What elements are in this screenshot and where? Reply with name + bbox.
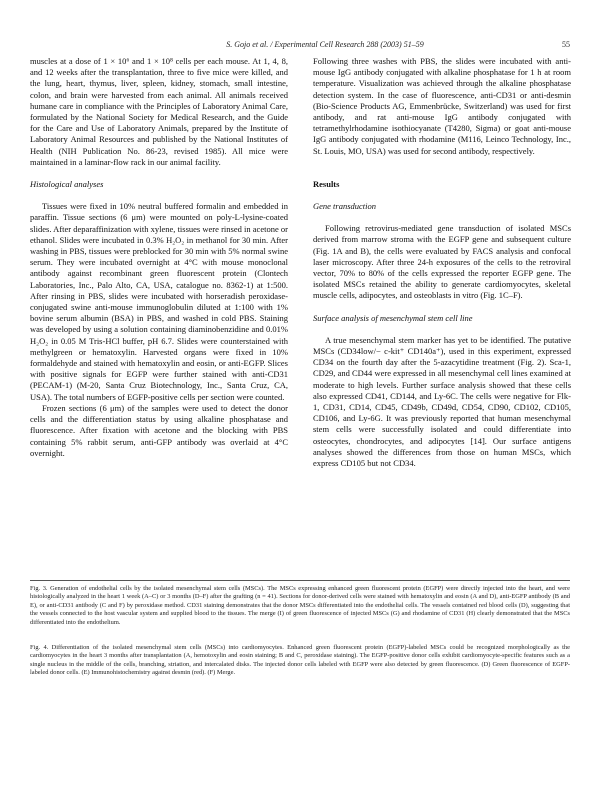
- figure-4-caption: Fig. 4. Differentiation of the isolated mesenchymal stem cells (MSCs) into cardiomyocytes. Enhanced green fluorescent protein (EGFP)-labeled MSCs could be recognized morphologically as the cardiomyocytes in the heart 3 months after transplantation (A, hemotoxylin and eosin staining; B and C, peroxidase staining). The EGFP-positive donor cells exhibit cardiomyocyte-specific features such as a single nucleus in the middle of the cells, branching, striation, and intercalated disks. The injected donor cells labeled with EGFP were also detected by green fluorescence. (D) Green fluorescence of EGFP-labeled donor cells. (E) Immunohistochemistry against desmin (red). (F) Merge.: [30, 644, 570, 677]
- right-paragraph-2: Following retrovirus-mediated gene transduction of isolated MSCs derived from marrow stroma with the EGFP gene and subsequent culture (Fig. 1A and B), the cells were evaluated by FACS analysis and confocal laser microscopy. After three 24-h exposures of the cells to the retroviral vector, 70% to 80% of the cells expressed the reporter EGFP gene. The isolated MSCs retained the ability to generate cardiomyocytes, skeletal muscle cells, adipocytes, and osteoblasts in vitro (Fig. 1C–F).: [313, 223, 571, 301]
- figure-3-caption: Fig. 3. Generation of endothelial cells by the isolated mesenchymal stem cells (MSCs). The MSCs expressing enhanced green fluorescent protein (EGFP) were directly injected into the heart, and were histologically analyzed in the heart 1 week (A–C) or 3 months (D–F) after the grafting (n = 41). Sections for donor-derived cells were stained with hematoxylin and eosin (A and D), anti-EGFP antibody (B and E), or anti-CD31 antibody (C and F) by peroxidase method. CD31 staining demonstrates that the donor MSCs differentiated into the endothelial cells. The vessels contained red blood cells (D), suggesting that the vessels connected to the host vascular system and supplied blood to the tissues. The merge (I) of green fluorescence of injected MSCs (G) and rhodamine of CD31 (H) clearly demonstrated that the MSCs differentiated into the endothelium.: [30, 585, 570, 626]
- section-heading-results: Results: [313, 178, 340, 189]
- right-paragraph-1: Following three washes with PBS, the slides were incubated with anti-mouse IgG antibody conjugated with alkaline phosphatase for 1 h at room temperature. Visualization was achieved through the alkaline phosphatase detection system. In the case of fluorescence, anti-CD31 or anti-desmin (Bio-Science Products AG, Emmenbrücke, Switzerland) was used for first antibody, and rat anti-mouse IgG antibody conjugated with tetramethylrhodamine isothiocyanate (T4280, Sigma) or goat anti-mouse IgG antibody conjugated with rhodamine (M116, Leinco Technology, Inc., St. Louis, MO, USA) was used for second antibody, respectively.: [313, 56, 571, 156]
- right-column: [313, 56, 571, 469]
- left-paragraph-2: Tissues were fixed in 10% neutral buffered formalin and embedded in paraffin. Tissue sections (6 μm) were mounted on poly-L-lysine-coated slides. After deparaffinization with xylene, tissues were rinsed in acetone or ethanol. Slides were incubated in 0.3% H₂O₂ in methanol for 30 min. After washing in PBS, tissues were preblocked for 30 min with 5% normal swine serum. They were incubated overnight at 4°C with mouse monoclonal antibody against recombinant green fluorescent protein (Clontech Laboratories, Inc., Palo Alto, CA, USA, catalogue no. 8362-1) at 1:500. After rinsing in PBS, slides were incubated with horseradish peroxidase-conjugated swine anti-mouse immunoglobulin diluted at 1:100 with 1% bovine serum albumin (BSA) in PBS, and washed in cold PBS. Staining was developed by using a solution containing diaminobenzidine and 0.01% H₂O₂ in 0.05 M Tris-HCl buffer, pH 6.7. Slides were counterstained with methylgreen or hematoxylin. Harvested organs were fixed in 10% formaldehyde and stained with hematoxylin and eosin, or anti-EGFP. Slices with positive signals for EGFP were further stained with anti-CD31 (PECAM-1) (M-20, Santa Cruz Biotechnology, Inc., Santa Cruz, CA, USA). The total numbers of EGFP-positive cells per section were counted.: [30, 201, 288, 402]
- left-paragraph-3: Frozen sections (6 μm) of the samples were used to detect the donor cells and the differentiation status by using alkaline phosphatase and fluorescence. After fixation with acetone and the blocking with PBS containing 5% rabbit serum, anti-GFP antibody was overlaid at 4°C overnight.: [30, 402, 288, 458]
- right-paragraph-3: A true mesenchymal stem marker has yet to be identified. The putative MSCs (CD34low/− c-kit⁺ CD140a⁺), used in this experiment, expressed CD34 on the fourth day after the 5-azacytidine treatment (Fig. 2). Sca-1, CD29, and CD44 were expressed in all mesenchymal cell lines examined at moderate to high levels. Further surface analysis showed that these cells also expressed CD41, CD144, and Ly-6C. The cells were negative for Flk-1, CD31, CD14, CD45, CD49b, CD49d, CD54, CD90, CD102, CD105, CD106, and Ly-6G. It was previously reported that human mesenchymal stem cells were successfully isolated and could differentiate into osteocytes, chondrocytes, and adipocytes [14]. Our surface antigens analyses showed the differences from those on human MSCs, which express CD105 but not CD34.: [313, 334, 571, 469]
- left-column: [30, 56, 288, 459]
- section-heading-histological: Histological analyses: [30, 179, 104, 190]
- running-head: S. Gojo et al. / Experimental Cell Research 288 (2003) 51–59: [226, 40, 424, 49]
- subsection-heading-gene: Gene transduction: [313, 201, 377, 212]
- subsection-heading-surface: Surface analysis of mesenchymal stem cell line: [313, 312, 473, 323]
- caption-divider: [30, 580, 570, 581]
- left-paragraph-1: muscles at a dose of 1 × 10⁶ and 1 × 10⁸ cells per each mouse. At 1, 4, 8, and 12 weeks after the transplantation, three to five mice were killed, and the lung, heart, thymus, liver, spleen, kidney, stomach, small intestine, colon, and brain were harvested from each animal. All animals received humane care in compliance with the Principles of Laboratory Animal Care, formulated by the National Society for Medical Research, and the Guide for the Care and Use of Laboratory Animals, prepared by the Institute of Laboratory Animal Resources and published by the National Institutes of Health (NIH Publication No. 86-23, revised 1985). All mice were maintained in a laminar-flow rack in our animal facility.: [30, 56, 288, 167]
- page-number: 55: [562, 40, 570, 49]
